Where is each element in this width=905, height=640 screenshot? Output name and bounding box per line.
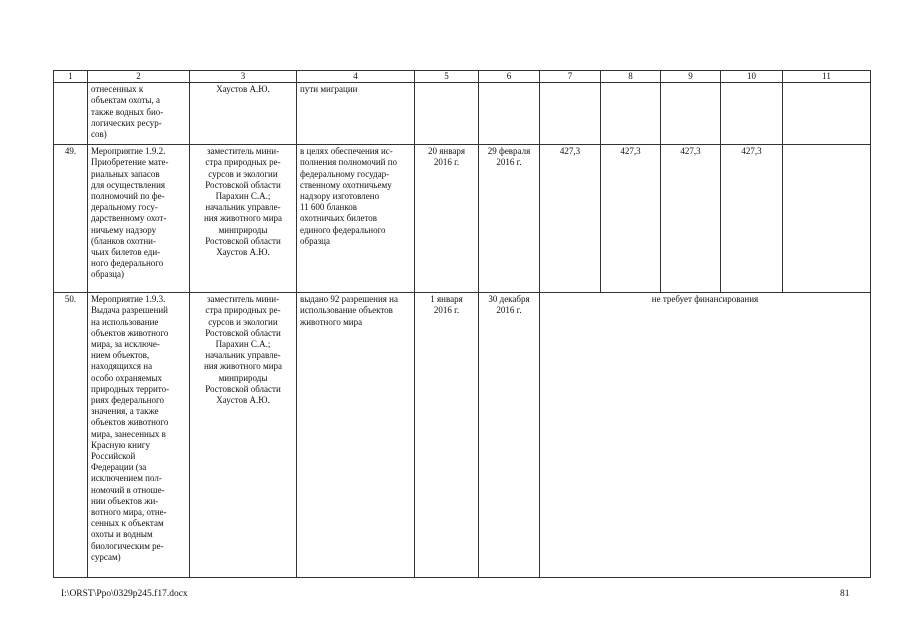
table-row (54, 293, 871, 578)
header-cell: 5 (415, 71, 479, 83)
value-cell: 427,3 (721, 145, 783, 293)
value-cell: 427,3 (601, 145, 661, 293)
header-cell: 1 (54, 71, 88, 83)
start-date-cell: 1 января 2016 г. (415, 293, 479, 578)
number-cell: 50. (54, 293, 88, 578)
header-cell: 8 (601, 71, 661, 83)
page-number: 81 (840, 589, 850, 599)
measure-cell: Мероприятие 1.9.2. Приобретение мате- риальных запасов для осуществления полномочий по фе- деральному госу- дарственному охот- ничьему надзору (бланков охотни- чьих билетов еди- ного федерального образца) (88, 145, 190, 293)
result-cell: пути миграции (297, 83, 415, 145)
cell (721, 83, 783, 145)
value-cell: 427,3 (661, 145, 721, 293)
header-cell: 6 (479, 71, 540, 83)
number-cell: 49. (54, 145, 88, 293)
header-cell: 4 (297, 71, 415, 83)
end-date-cell: 29 февраля 2016 г. (479, 145, 540, 293)
header-row (54, 71, 871, 83)
file-path: I:\ORST\Ppo\0329p245.f17.docx (61, 589, 188, 599)
cell (415, 83, 479, 145)
header-cell: 11 (783, 71, 871, 83)
funding-note-cell: не требует финансирования (540, 293, 871, 578)
table-row (54, 145, 871, 293)
value-cell: 427,3 (540, 145, 601, 293)
header-cell: 3 (190, 71, 297, 83)
responsible-cell: заместитель мини- стра природных ре- сурсов и экологии Ростовской области Парахин С.А.; начальник управле- ния животного мира минприроды Ростовской области Хаустов А.Ю. (190, 145, 297, 293)
result-cell: в целях обеспечения ис- полнения полномочий по федеральному государ- ственному охотничьему надзору изготовлено 11 600 бланков охотничьих билетов единого федерального образца (297, 145, 415, 293)
number-cell (54, 83, 88, 145)
header-cell: 9 (661, 71, 721, 83)
cell (540, 83, 601, 145)
header-cell: 7 (540, 71, 601, 83)
value-cell (783, 145, 871, 293)
responsible-cell: Хаустов А.Ю. (190, 83, 297, 145)
header-cell: 10 (721, 71, 783, 83)
header-cell: 2 (88, 71, 190, 83)
cell (601, 83, 661, 145)
end-date-cell: 30 декабря 2016 г. (479, 293, 540, 578)
measures-table (53, 70, 871, 578)
start-date-cell: 20 января 2016 г. (415, 145, 479, 293)
cell (661, 83, 721, 145)
table-row (54, 83, 871, 145)
cell (479, 83, 540, 145)
measure-cell: Мероприятие 1.9.3. Выдача разрешений на использование объектов животного мира, за исключе- нием объектов, находящихся на особо охраняемых природных террито- риях федерального значения, а также объектов животного мира, занесенных в Красную книгу Российской Федерации (за исключением пол- номочий в отноше- нии объектов жи- вотного мира, отне- сенных к объектам охоты и водным биологическим ре- сурсам) (88, 293, 190, 578)
cell (783, 83, 871, 145)
measure-cell: отнесенных к объектам охоты, а также водных био- логических ресур- сов) (88, 83, 190, 145)
responsible-cell: заместитель мини- стра природных ре- сурсов и экологии Ростовской области Парахин С.А.; начальник управле- ния животного мира минприроды Ростовской области Хаустов А.Ю. (190, 293, 297, 578)
result-cell: выдано 92 разрешения на использование объектов животного мира (297, 293, 415, 578)
